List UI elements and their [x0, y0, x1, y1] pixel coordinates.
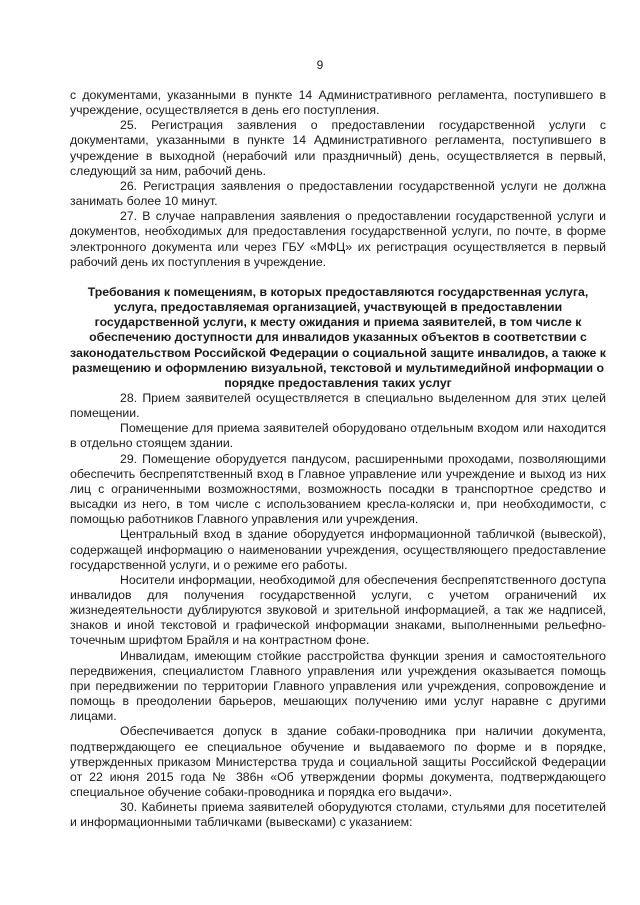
paragraph-29-guide-dog: Обеспечивается допуск в здание собаки-проводника при наличии документа, подтверждающего ее специальное обучение и выдаваемого по форме и в порядке, утвержденных приказом Министерства труда и социальной защиты Российской Федерации от 22 июня 2015 года № 386н «Об утверждении формы документа, подтверждающего специальное обучение собаки-проводника и порядка его выдачи». [70, 724, 606, 800]
paragraph-29-braille: Носители информации, необходимой для обеспечения беспрепятственного доступа инвалидов для получения государственной услуги, с учетом ограничений их жизнедеятельности дублируются звуковой и зрительной информацией, а так же надписей, знаков и иной текстовой и графической информации знаками, выполненными рельефно-точечным шрифтом Брайля и на контрастном фоне. [70, 572, 606, 648]
paragraph-29-assistance: Инвалидам, имеющим стойкие расстройства функции зрения и самостоятельного передвижения, специалистом Главного управления или учреждения оказывается помощь при передвижении по территории Главного управления или учреждения, сопровождение и помощь в преодолении барьеров, мешающих получению ими услуг наравне с другими лицами. [70, 648, 606, 724]
paragraph-29-signage: Центральный вход в здание оборудуется информационной табличкой (вывеской), содержащей информацию о наименовании учреждения, осуществляющего предоставление государственной услуги, и о режиме его работы. [70, 527, 606, 572]
paragraph-29: 29. Помещение оборудуется пандусом, расширенными проходами, позволяющими обеспечить беспрепятственный вход в Главное управление или учреждение и выход из них лиц с ограниченными возможностями, возможность посадки в транспортное средство и высадки из него, в том числе с использованием кресла-коляски и, при необходимости, с помощью работников Главного управления или учреждения. [70, 451, 606, 527]
paragraph-28: 28. Прием заявителей осуществляется в специально выделенном для этих целей помещении. [70, 390, 606, 421]
paragraph-27: 27. В случае направления заявления о предоставлении государственной услуги и документов, необходимых для предоставления государственной услуги, по почте, в форме электронного документа или через ГБУ «МФЦ» их регистрация осуществляется в первый рабочий день их поступления в учреждение. [70, 209, 606, 269]
paragraph-26: 26. Регистрация заявления о предоставлении государственной услуги не должна занимать более 10 минут. [70, 178, 606, 209]
paragraph-25: 25. Регистрация заявления о предоставлении государственной услуги с документами, указанными в пункте 14 Административного регламента, поступившего в учреждение в выходной (нерабочий или праздничный) день, осуществляется в первый, следующий за ним, рабочий день. [70, 118, 606, 178]
page-number: 9 [316, 58, 324, 72]
paragraph-28-entrance: Помещение для приема заявителей оборудовано отдельным входом или находится в отдельно стоящем здании. [70, 421, 606, 451]
paragraph-continuation: с документами, указанными в пункте 14 Административного регламента, поступившего в учреждение, осуществляется в день его поступления. [70, 88, 606, 118]
paragraph-30: 30. Кабинеты приема заявителей оборудуются столами, стульями для посетителей и информационными табличками (вывесками) с указанием: [70, 800, 606, 830]
document-body [70, 88, 606, 831]
section-heading: Требования к помещениям, в которых предоставляются государственная услуга, услуга, предоставляемая организацией, участвующей в предоставлении государственной услуги, к месту ожидания и приема заявителей, в том числе к обеспечению доступности для инвалидов указанных объектов в соответствии с законодательством Российской Федерации о социальной защите инвалидов, а также к размещению и оформлению визуальной, текстовой и мультимедийной информации о порядке предоставления таких услуг [70, 284, 606, 390]
